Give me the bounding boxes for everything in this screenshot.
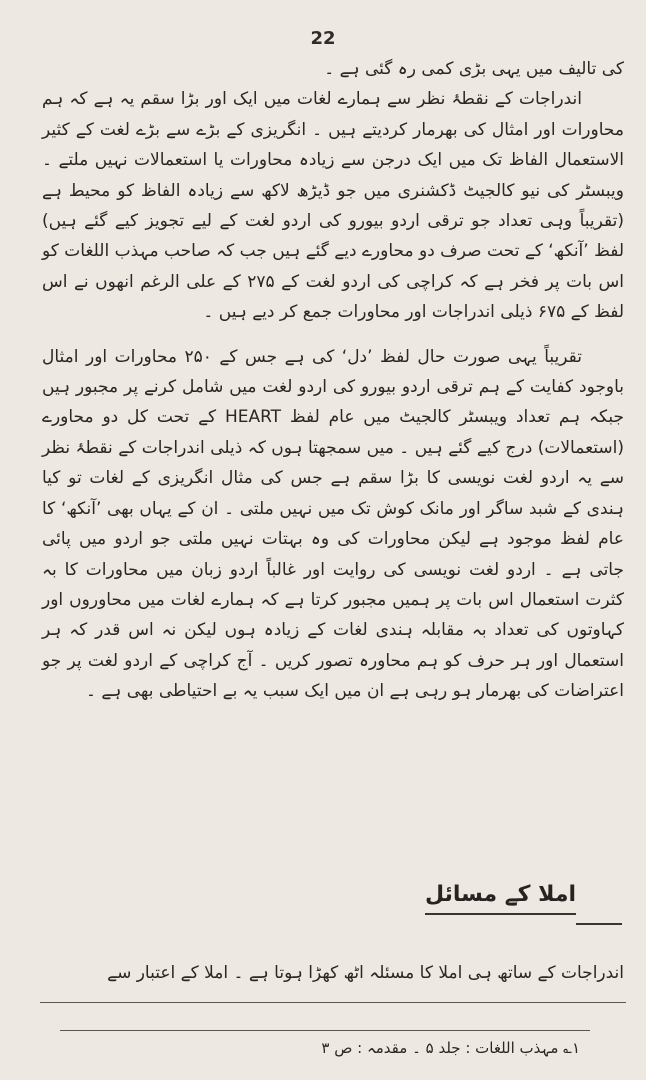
paragraph-continuation: کی تالیف میں یہی بڑی کمی رہ گئی ہے ۔ [324,59,624,79]
section-heading: املا کے مسائل [425,882,576,915]
heading-underline [576,923,622,925]
paragraph-dil-example: تقریباً یہی صورت حال لفظ ’دل‘ کی ہے جس کے ۲۵۰ محاورات اور امثال باوجود کفایت کے ہم ترقی اردو بیورو کی اردو لغت میں شامل کرنے پر مجبور ہیں جبکہ ہم تعداد ویبسٹر کالجیٹ میں عام لفظ HEART کے تحت کل دو محاورے (استعمالات) درج کیے گئے ہیں ۔ میں سمجھتا ہوں کہ ذیلی اندراجات کے نقطۂ نظر سے یہ اردو لغت نویسی کا بڑا سقم ہے جس کی مثال انگریزی کے لغات تو کیا ہندی کے شبد ساگر اور مانک کوش تک میں نہیں ملتی ۔ ان کے یہاں بھی ’آنکھ‘ کا عام لفظ موجود ہے لیکن محاورات کی وہ بہتات نہیں ملتی جو اردو میں پائی جاتی ہے ۔ اردو لغت نویسی کی روایت اور غالباً اردو زبان میں محاورات کا بہ کثرت استعمال اس بات پر ہمیں مجبور کرتا ہے کہ ہمارے لغات میں محاوروں اور کہاوتوں کی تعداد بہ مقابلہ ہندی لغات کے زیادہ ہوں لیکن نہ اس قدر کہ ہر استعمال اور ہر حرف کو ہم محاورہ تصور کریں ۔ آج کراچی کے اردو لغت پر جو اعتراضات کی بھرمار ہو رہی ہے ان میں ایک سبب یہ بے احتیاطی بھی ہے ۔ [42,346,624,702]
footnote-divider [40,1002,626,1003]
page-number: 22 [310,28,336,49]
footnote: ۱؎ مہذب اللغات : جلد ۵ ۔ مقدمہ : ص ۳ [321,1039,580,1057]
paragraph-idioms-criticism: اندراجات کے نقطۂ نظر سے ہمارے لغات میں ایک اور بڑا سقم یہ ہے کہ ہم محاورات اور امثال کی بھرمار کردیتے ہیں ۔ انگریزی کے بڑے سے بڑے لغت کے کثیر الاستعمال الفاظ تک میں ایک درجن سے زیادہ محاورات یا استعمالات نہیں ملتے ۔ ویبسٹر کی نیو کالجیٹ ڈکشنری میں جو ڈیڑھ لاکھ سے زیادہ الفاظ کو محیط ہے (تقریباً وہی تعداد جو ترقی اردو بیورو کی اردو لغت کے لیے تجویز کیے گئے ہیں) لفظ ’آنکھ‘ کے تحت صرف دو محاورے دیے گئے ہیں جب کہ صاحب مہذب اللغات کو اس بات پر فخر ہے کہ کراچی کی اردو لغت کے ۲۷۵ کے علی الرغم انھوں نے اس لفظ کے ۶۷۵ ذیلی اندراجات اور محاورات جمع کر دیے ہیں ۔ [41,89,624,323]
paragraph-gap [42,328,624,342]
body-text [42,54,624,707]
section-opening-line: اندراجات کے ساتھ ہی املا کا مسئلہ اٹھ کھڑا ہوتا ہے ۔ املا کے اعتبار سے [107,963,624,983]
footnote-divider-lower [60,1030,590,1031]
